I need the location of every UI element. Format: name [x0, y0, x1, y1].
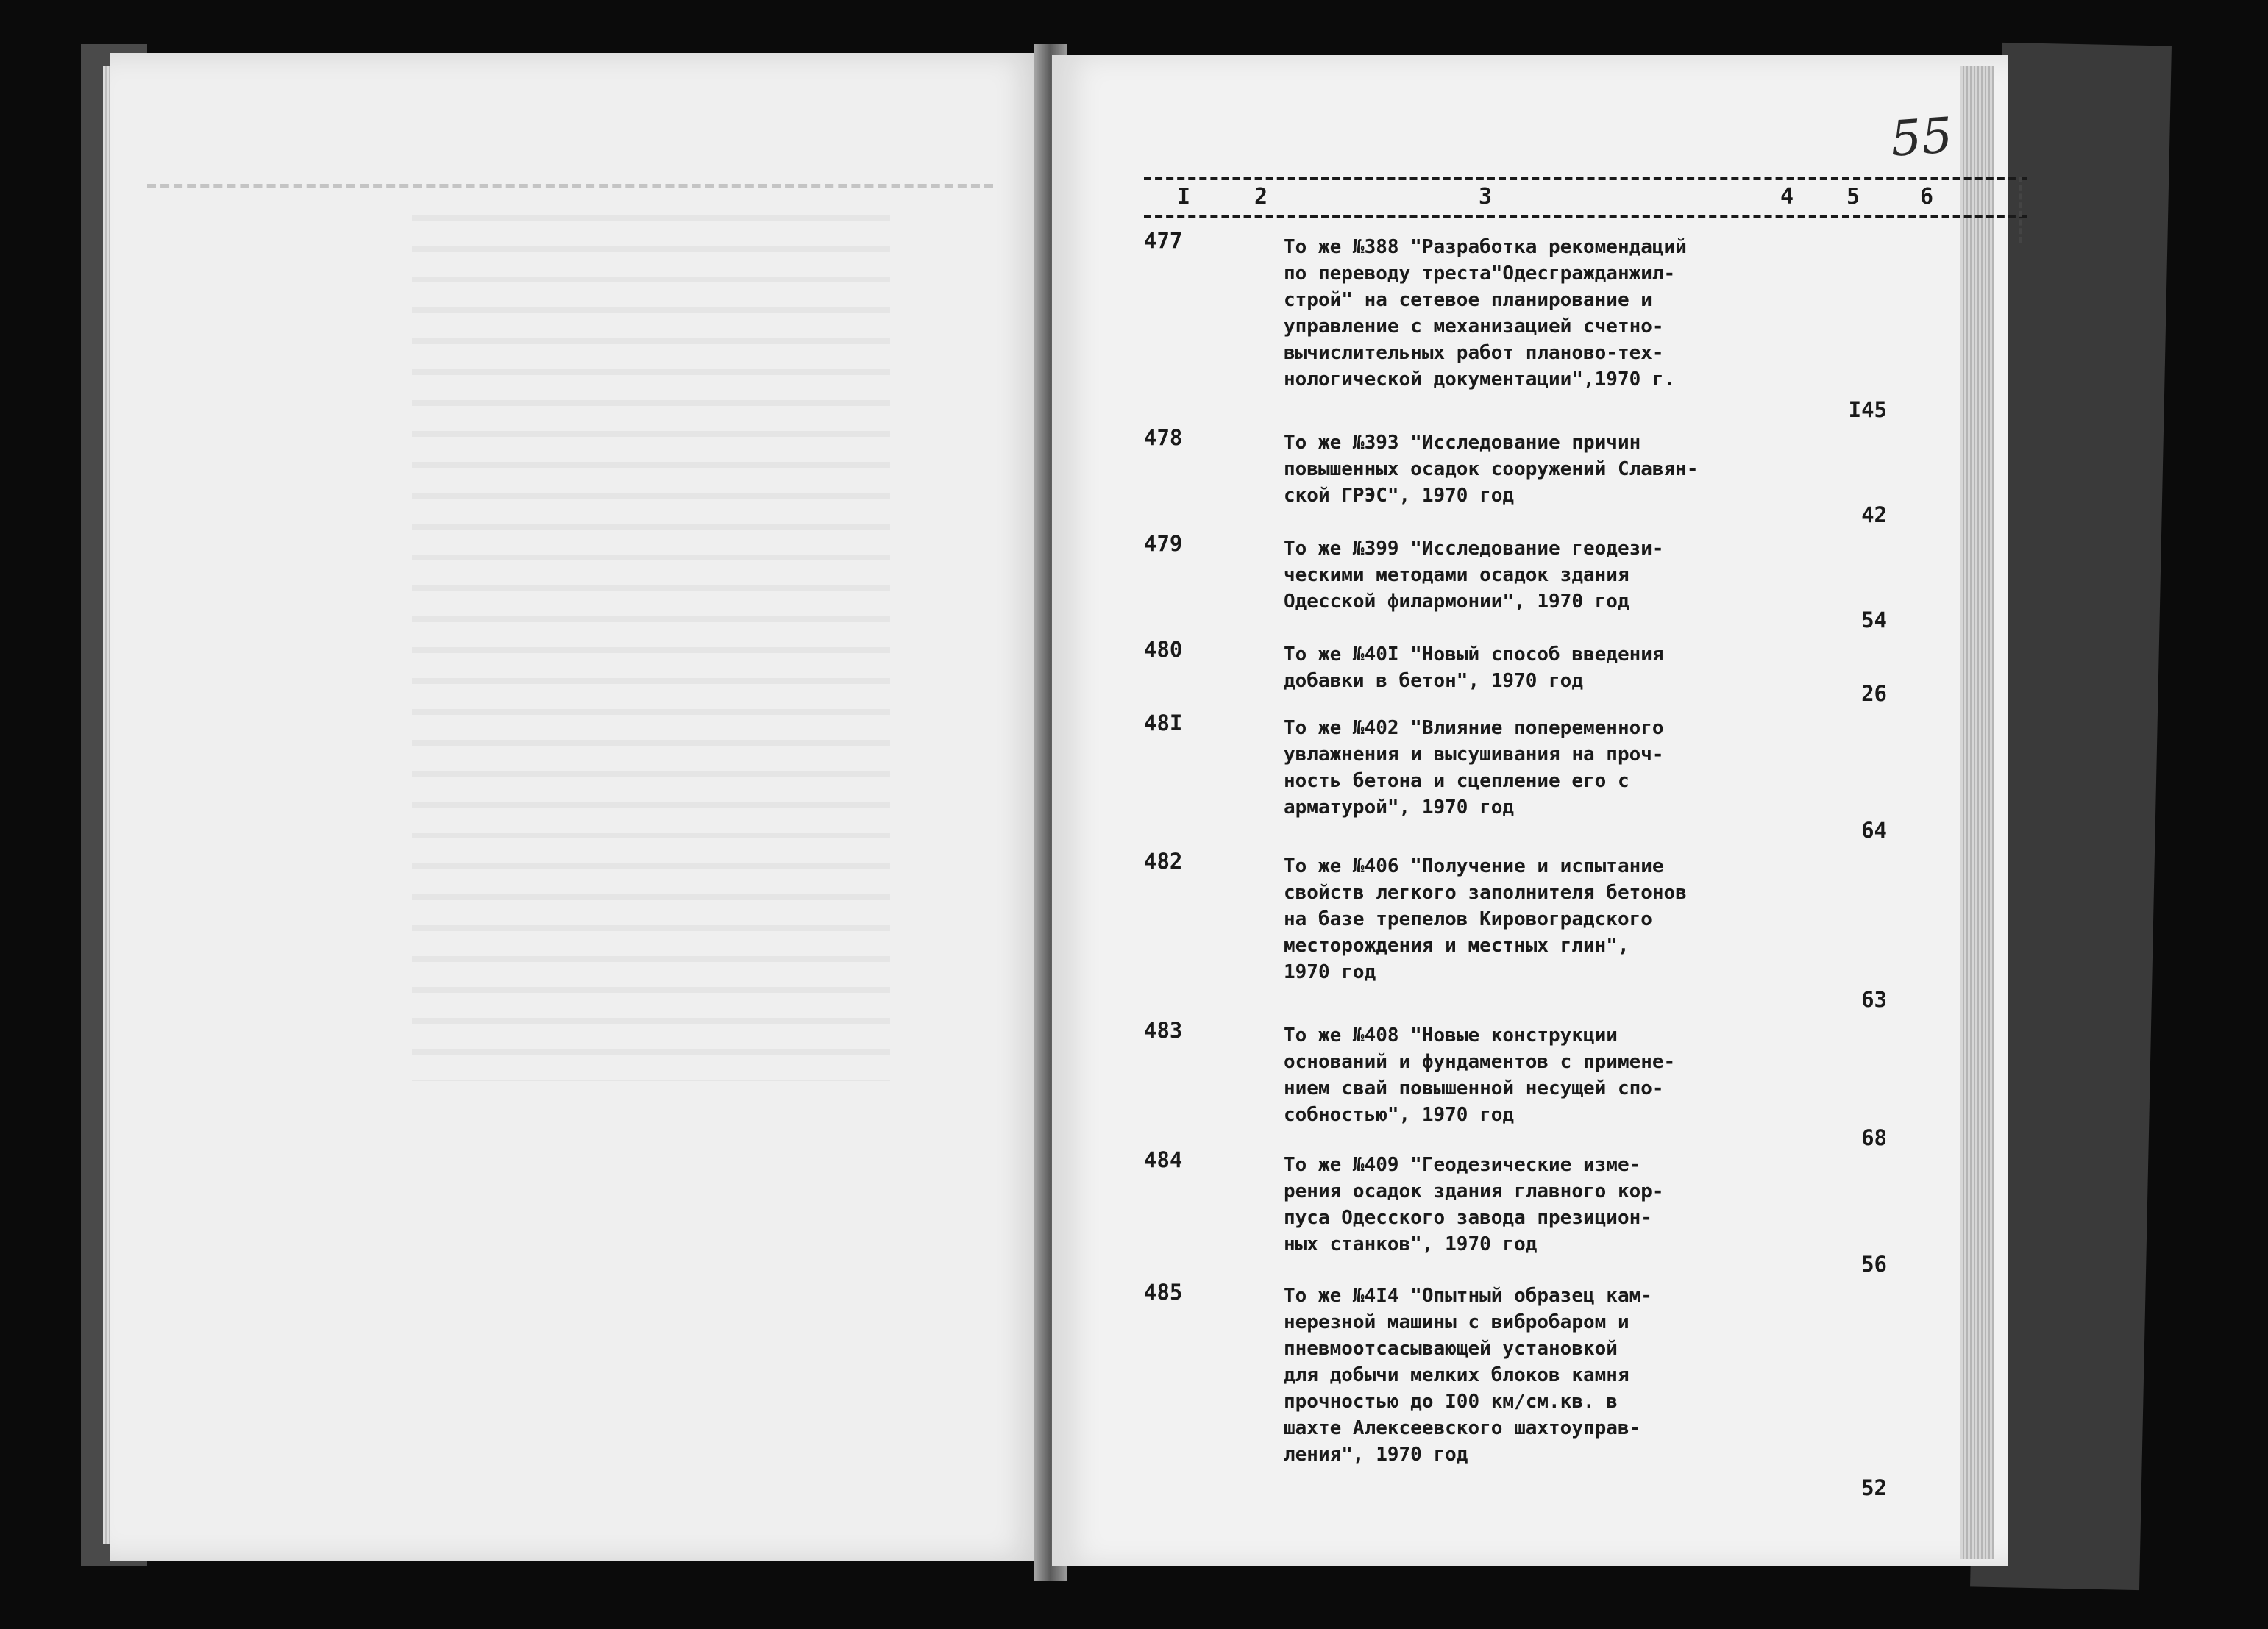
entry-line: ления", 1970 год	[1284, 1444, 1468, 1466]
entry-page-count: 54	[1861, 607, 1887, 632]
entry-line: управление с механизацией счетно-	[1284, 316, 1664, 338]
entry-line: То же №4I4 "Опытный образец кам-	[1284, 1285, 1652, 1307]
entry-page-count: 68	[1861, 1125, 1887, 1150]
entry-line: свойств легкого заполнителя бетонов	[1284, 882, 1687, 904]
entry-line: увлажнения и высушивания на проч-	[1284, 744, 1664, 766]
entry-line: на базе трепелов Кировоградского	[1284, 908, 1652, 930]
column-header-3: 3	[1479, 184, 1493, 210]
entry-description	[1284, 1022, 1769, 1128]
entry-line: пневмоотсасывающей установкой	[1284, 1338, 1618, 1360]
entry-page-count: 26	[1861, 681, 1887, 706]
entry-line: нерезной машины с вибробаром и	[1284, 1311, 1629, 1333]
entry-number: 477	[1144, 228, 1183, 253]
entry-line: рения осадок здания главного кор-	[1284, 1180, 1664, 1202]
entry-line: ской ГРЭС", 1970 год	[1284, 485, 1515, 507]
entry-line: по переводу треста"Одесгражданжил-	[1284, 263, 1676, 285]
entry-line: То же №399 "Исследование геодези-	[1284, 538, 1664, 560]
column-header-2: 2	[1254, 184, 1268, 210]
entry-line: ных станков", 1970 год	[1284, 1233, 1538, 1255]
entry-line: нологической документации",1970 г.	[1284, 368, 1676, 391]
entry-description	[1284, 853, 1769, 985]
entry-line: арматурой", 1970 год	[1284, 796, 1515, 819]
entry-page-count: 63	[1861, 987, 1887, 1012]
entry-line: повышенных осадок сооружений Славян-	[1284, 458, 1699, 480]
entry-line: То же №388 "Разработка рекомендаций	[1284, 236, 1687, 258]
entry-description	[1284, 234, 1769, 393]
entry-line: То же №393 "Исследование причин	[1284, 432, 1641, 454]
entry-line: нием свай повышенной несущей спо-	[1284, 1077, 1664, 1099]
entry-page-count: 52	[1861, 1475, 1887, 1500]
entry-line: То же №409 "Геодезические изме-	[1284, 1154, 1641, 1176]
entry-line: ность бетона и сцепление его с	[1284, 770, 1629, 792]
entry-description	[1284, 429, 1769, 509]
entry-number: 480	[1144, 637, 1183, 662]
entry-line: 1970 год	[1284, 961, 1376, 983]
entry-line: месторождения и местных глин",	[1284, 935, 1629, 957]
entry-line: То же №406 "Получение и испытание	[1284, 855, 1664, 877]
entry-number: 484	[1144, 1147, 1183, 1172]
entry-number: 485	[1144, 1280, 1183, 1305]
entry-line: добавки в бетон", 1970 год	[1284, 670, 1583, 692]
left-page-bleed-through-text	[412, 199, 890, 1081]
handwritten-folio-number: 55	[1888, 107, 1955, 168]
entry-description	[1284, 641, 1769, 694]
entry-line: вычислительных работ планово-тех-	[1284, 342, 1664, 364]
entry-line: То же №402 "Влияние попеременного	[1284, 717, 1664, 739]
entry-line: для добычи мелких блоков камня	[1284, 1364, 1629, 1386]
entry-line: То же №40I "Новый способ введения	[1284, 644, 1664, 666]
column-header-6: 6	[1920, 184, 1934, 210]
table-header-top-rule	[1144, 177, 2027, 180]
entry-description	[1284, 535, 1769, 615]
column-header-1: I	[1177, 184, 1191, 210]
entry-page-count: 56	[1861, 1252, 1887, 1277]
entry-number: 482	[1144, 849, 1183, 874]
entry-page-count: I45	[1848, 397, 1887, 422]
entry-line: пуса Одесского завода презицион-	[1284, 1207, 1652, 1229]
entry-line: оснований и фундаментов с примене-	[1284, 1051, 1676, 1073]
entry-number: 48I	[1144, 710, 1183, 735]
right-page-edges	[1960, 66, 1994, 1559]
header-side-rule	[2019, 177, 2022, 243]
entry-page-count: 64	[1861, 818, 1887, 843]
entry-description	[1284, 1152, 1769, 1258]
entry-number: 483	[1144, 1018, 1183, 1043]
entry-description	[1284, 715, 1769, 821]
entry-line: ческими методами осадок здания	[1284, 564, 1629, 586]
entry-line: шахте Алексеевского шахтоуправ-	[1284, 1417, 1641, 1439]
entry-number: 479	[1144, 531, 1183, 556]
entry-page-count: 42	[1861, 502, 1887, 527]
entry-line: собностью", 1970 год	[1284, 1104, 1515, 1126]
table-header-bottom-rule	[1144, 215, 2027, 218]
entry-line: Одесской филармонии", 1970 год	[1284, 591, 1629, 613]
entry-line: То же №408 "Новые конструкции	[1284, 1024, 1618, 1047]
entry-description	[1284, 1283, 1769, 1468]
entry-number: 478	[1144, 425, 1183, 450]
column-header-4: 4	[1780, 184, 1794, 210]
entry-line: прочностью до I00 км/см.кв. в	[1284, 1391, 1618, 1413]
column-header-5: 5	[1846, 184, 1860, 210]
entry-line: строй" на сетевое планирование и	[1284, 289, 1652, 311]
left-page-bleed-through-dashes	[147, 184, 993, 188]
